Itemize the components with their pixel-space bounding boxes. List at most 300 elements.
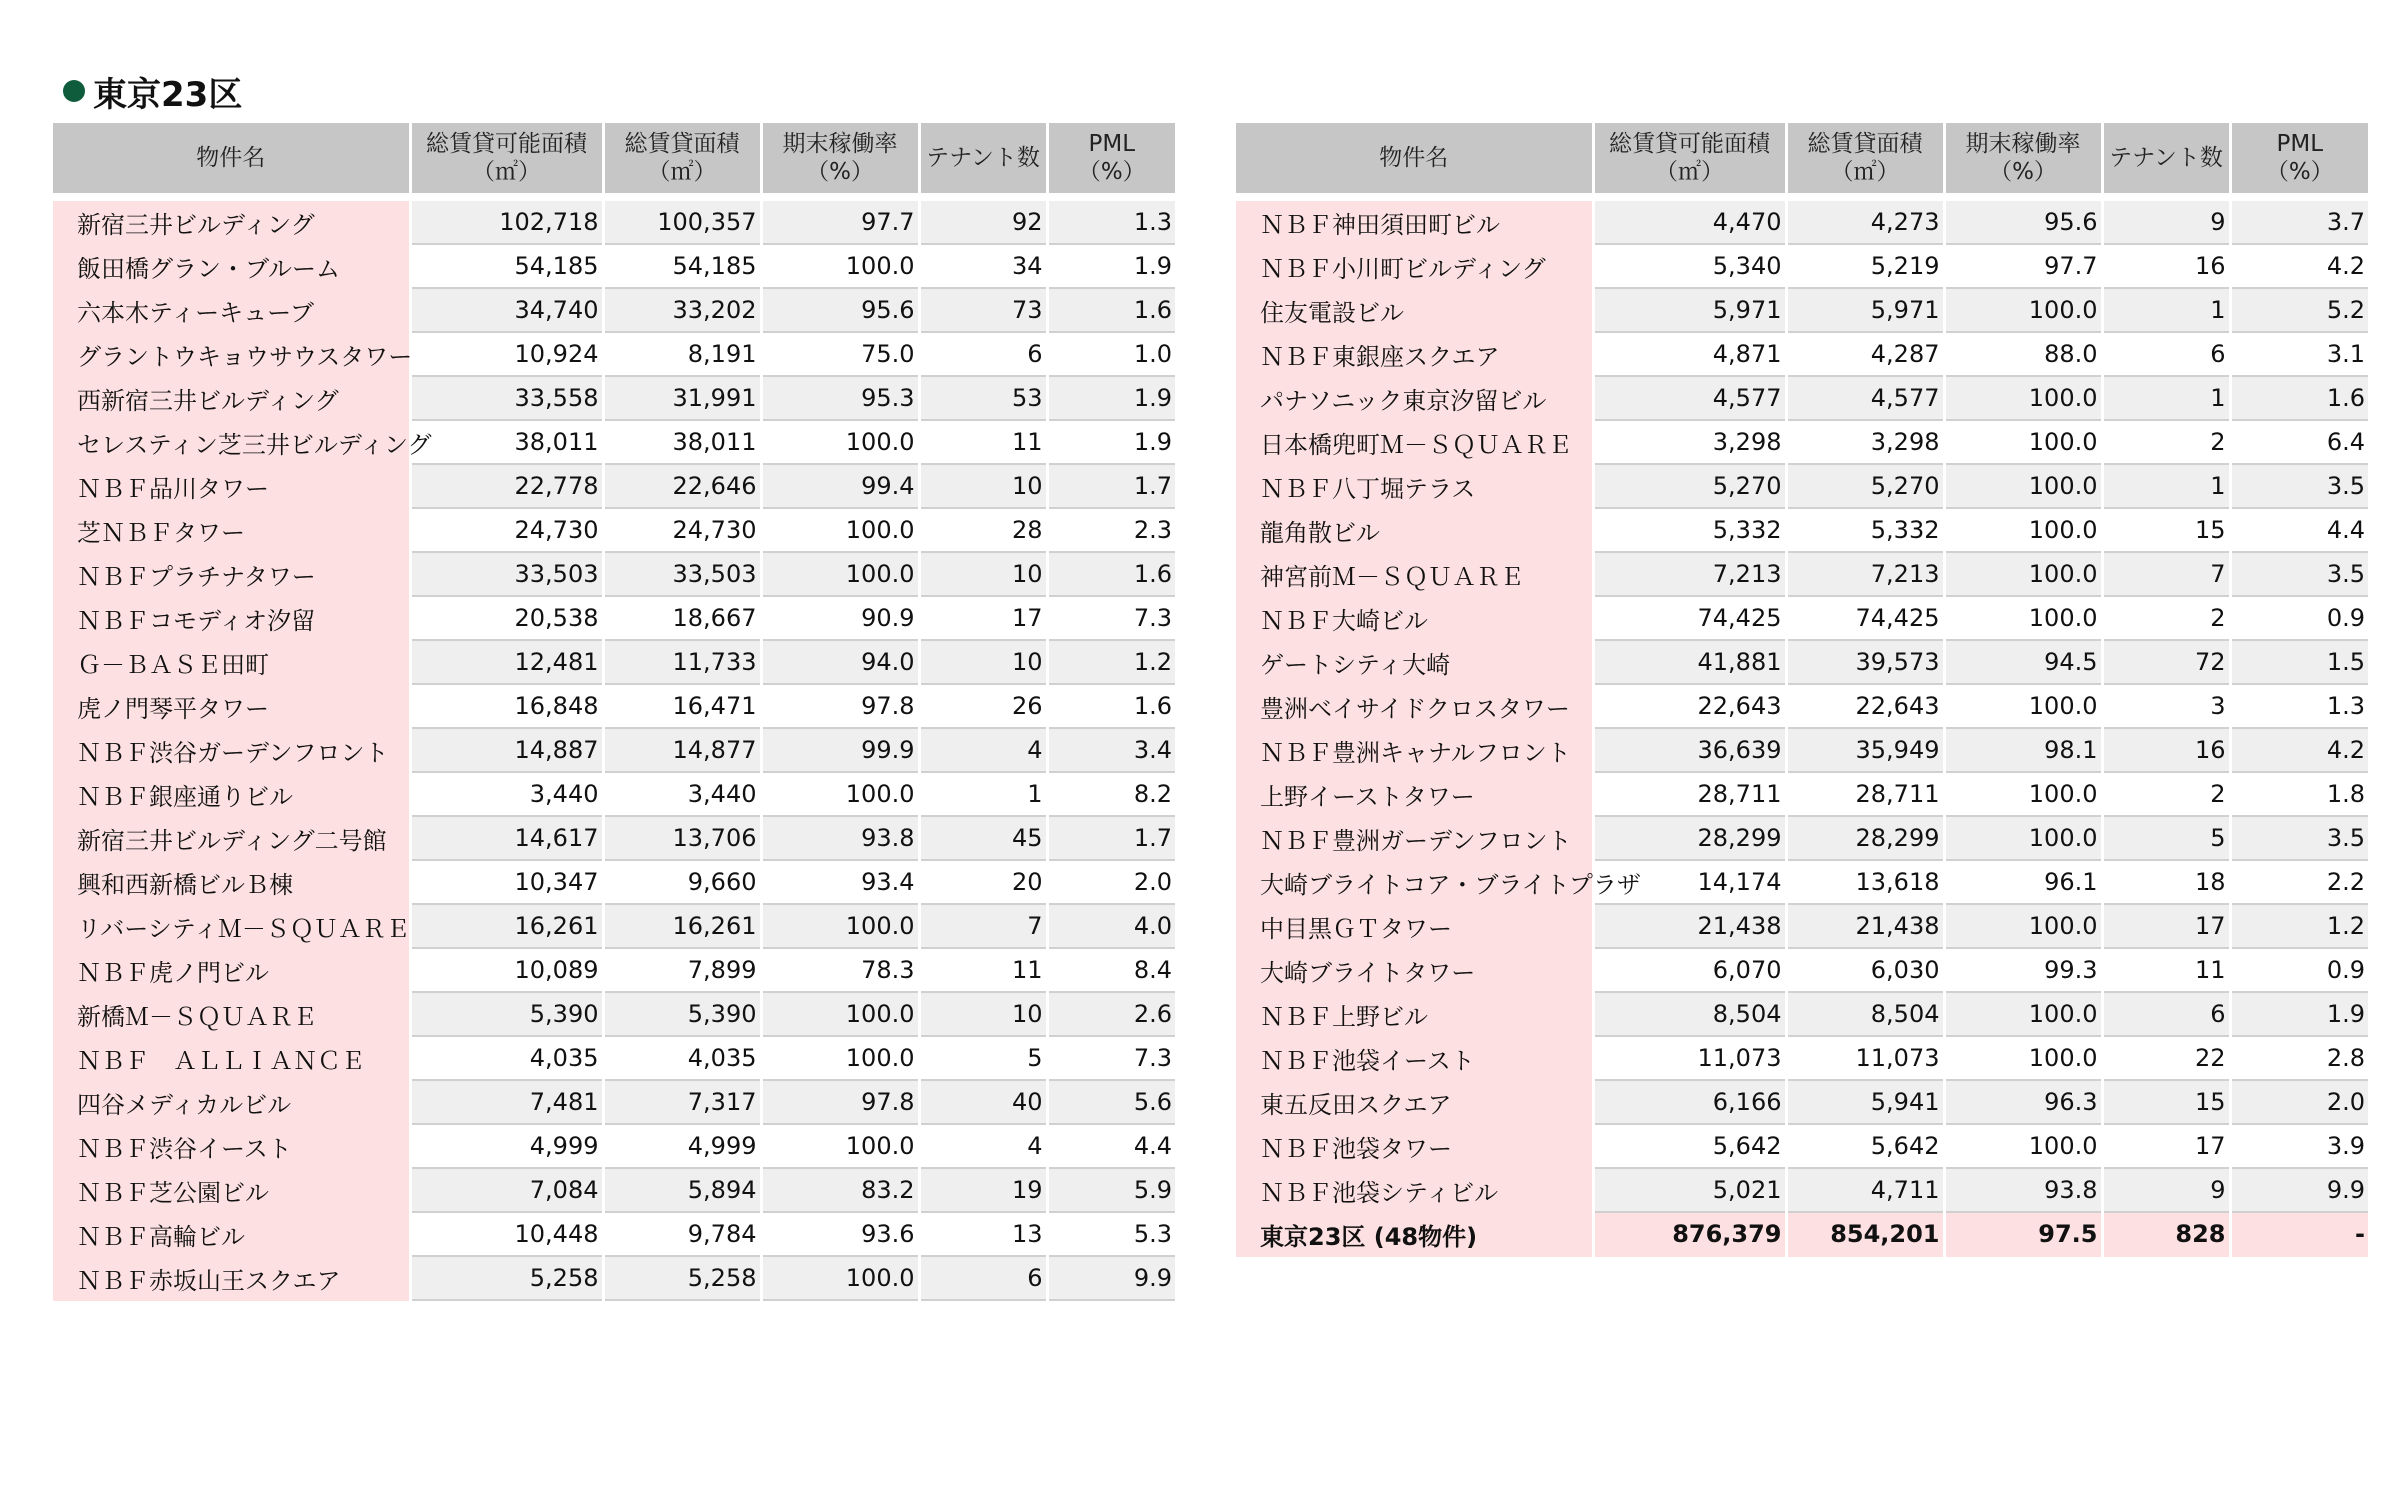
leased-area-cell: 4,711 <box>1786 1168 1944 1212</box>
leased-area-cell: 100,357 <box>603 197 761 244</box>
tenant-count-cell: 3 <box>2102 684 2230 728</box>
leased-area-cell: 3,298 <box>1786 420 1944 464</box>
tenant-count-cell: 11 <box>919 420 1047 464</box>
tenant-count-cell: 13 <box>919 1212 1047 1256</box>
table-row <box>53 288 1175 332</box>
table-row <box>53 772 1175 816</box>
occupancy-cell: 78.3 <box>761 948 919 992</box>
table-row <box>53 904 1175 948</box>
table-row <box>1236 772 2368 816</box>
leasable-area-cell: 5,332 <box>1593 508 1786 552</box>
header-occupancy: 期末稼働率 （%） <box>1944 123 2102 197</box>
property-name-cell: ＮＢＦ豊洲キャナルフロント <box>1236 728 1593 772</box>
occupancy-cell: 95.6 <box>761 288 919 332</box>
property-name-cell: リバーシティＭ－ＳＱＵＡＲＥ <box>53 904 410 948</box>
table-row <box>1236 197 2368 244</box>
leasable-area-cell: 14,617 <box>410 816 603 860</box>
leased-area-cell: 28,711 <box>1786 772 1944 816</box>
property-name-cell: 龍角散ビル <box>1236 508 1593 552</box>
tenant-count-cell: 16 <box>2102 728 2230 772</box>
property-name-cell: 東五反田スクエア <box>1236 1080 1593 1124</box>
leasable-area-cell: 34,740 <box>410 288 603 332</box>
leasable-area-cell: 5,642 <box>1593 1124 1786 1168</box>
tenant-count-cell: 6 <box>919 332 1047 376</box>
property-name-cell: ＮＢＦ池袋タワー <box>1236 1124 1593 1168</box>
property-name-cell: ＮＢＦ芝公園ビル <box>53 1168 410 1212</box>
leased-area-cell: 18,667 <box>603 596 761 640</box>
occupancy-cell: 94.5 <box>1944 640 2102 684</box>
leasable-area-cell: 10,924 <box>410 332 603 376</box>
occupancy-cell: 100.0 <box>761 904 919 948</box>
property-name-cell: ＮＢＦ銀座通りビル <box>53 772 410 816</box>
leased-area-cell: 31,991 <box>603 376 761 420</box>
pml-cell: 3.9 <box>2230 1124 2368 1168</box>
pml-cell: 3.5 <box>2230 552 2368 596</box>
property-name-cell: 六本木ティーキューブ <box>53 288 410 332</box>
tenant-count-cell: 17 <box>919 596 1047 640</box>
tenant-count-cell: 40 <box>919 1080 1047 1124</box>
table-row <box>53 464 1175 508</box>
occupancy-cell: 96.3 <box>1944 1080 2102 1124</box>
occupancy-cell: 88.0 <box>1944 332 2102 376</box>
leasable-area-cell: 4,470 <box>1593 197 1786 244</box>
leased-area-cell: 13,706 <box>603 816 761 860</box>
pml-cell: 6.4 <box>2230 420 2368 464</box>
occupancy-cell: 98.1 <box>1944 728 2102 772</box>
leasable-area-cell: 28,711 <box>1593 772 1786 816</box>
leased-area-cell: 54,185 <box>603 244 761 288</box>
leasable-area-cell: 22,778 <box>410 464 603 508</box>
occupancy-cell: 100.0 <box>1944 376 2102 420</box>
property-name-cell: ＮＢＦ小川町ビルディング <box>1236 244 1593 288</box>
pml-cell: 2.3 <box>1047 508 1175 552</box>
occupancy-cell: 100.0 <box>1944 816 2102 860</box>
leasable-area-cell: 74,425 <box>1593 596 1786 640</box>
pml-cell: 9.9 <box>1047 1256 1175 1300</box>
leased-area-cell: 22,643 <box>1786 684 1944 728</box>
property-name-cell: 新橋Ｍ－ＳＱＵＡＲＥ <box>53 992 410 1036</box>
table-row <box>53 1212 1175 1256</box>
header-leasable-area: 総賃貸可能面積 （㎡） <box>1593 123 1786 197</box>
property-name-cell: 興和西新橋ビルＢ棟 <box>53 860 410 904</box>
table-row <box>1236 1036 2368 1080</box>
occupancy-cell: 99.4 <box>761 464 919 508</box>
pml-cell: 1.9 <box>1047 420 1175 464</box>
tenant-count-cell: 18 <box>2102 860 2230 904</box>
header-tenants: テナント数 <box>919 123 1047 197</box>
table-header-row <box>53 123 1175 197</box>
occupancy-cell: 83.2 <box>761 1168 919 1212</box>
table-row <box>1236 816 2368 860</box>
tenant-count-cell: 10 <box>919 464 1047 508</box>
leased-area-cell: 5,219 <box>1786 244 1944 288</box>
leased-area-cell: 35,949 <box>1786 728 1944 772</box>
occupancy-cell: 100.0 <box>761 1124 919 1168</box>
table-row <box>1236 244 2368 288</box>
pml-cell: 2.2 <box>2230 860 2368 904</box>
table-row <box>53 552 1175 596</box>
property-name-cell: ＮＢＦ上野ビル <box>1236 992 1593 1036</box>
property-name-cell: ＮＢＦ神田須田町ビル <box>1236 197 1593 244</box>
leased-area-cell: 5,270 <box>1786 464 1944 508</box>
table-row <box>1236 640 2368 684</box>
pml-cell: 1.5 <box>2230 640 2368 684</box>
occupancy-cell: 100.0 <box>1944 552 2102 596</box>
pml-cell: 1.6 <box>1047 552 1175 596</box>
occupancy-cell: 100.0 <box>1944 508 2102 552</box>
pml-cell: 5.9 <box>1047 1168 1175 1212</box>
leasable-area-cell: 4,999 <box>410 1124 603 1168</box>
leased-area-cell: 14,877 <box>603 728 761 772</box>
pml-cell: 1.3 <box>2230 684 2368 728</box>
tenant-count-cell: 10 <box>919 640 1047 684</box>
pml-cell: 4.4 <box>1047 1124 1175 1168</box>
leasable-area-cell: 4,577 <box>1593 376 1786 420</box>
leased-area-cell: 21,438 <box>1786 904 1944 948</box>
table-row <box>53 1168 1175 1212</box>
leased-area-cell: 5,642 <box>1786 1124 1944 1168</box>
property-name-cell: ＮＢＦ高輪ビル <box>53 1212 410 1256</box>
property-name-cell: ＮＢＦ池袋イースト <box>1236 1036 1593 1080</box>
pml-cell: 1.6 <box>1047 684 1175 728</box>
leasable-area-cell: 54,185 <box>410 244 603 288</box>
occupancy-cell: 100.0 <box>761 420 919 464</box>
property-table-right <box>1236 123 2368 1257</box>
pml-cell: 3.4 <box>1047 728 1175 772</box>
tenant-count-cell: 11 <box>919 948 1047 992</box>
pml-cell: 1.0 <box>1047 332 1175 376</box>
leased-area-cell: 854,201 <box>1786 1212 1944 1256</box>
tenant-count-cell: 16 <box>2102 244 2230 288</box>
leased-area-cell: 7,213 <box>1786 552 1944 596</box>
table-header-row <box>1236 123 2368 197</box>
tenant-count-cell: 4 <box>919 1124 1047 1168</box>
leasable-area-cell: 3,440 <box>410 772 603 816</box>
property-name-cell: 大崎ブライトタワー <box>1236 948 1593 992</box>
property-name-cell: 神宮前Ｍ－ＳＱＵＡＲＥ <box>1236 552 1593 596</box>
tenant-count-cell: 73 <box>919 288 1047 332</box>
property-name-cell: 虎ノ門琴平タワー <box>53 684 410 728</box>
leasable-area-cell: 876,379 <box>1593 1212 1786 1256</box>
table-row <box>53 596 1175 640</box>
property-name-cell: パナソニック東京汐留ビル <box>1236 376 1593 420</box>
tenant-count-cell: 2 <box>2102 772 2230 816</box>
table-row <box>1236 596 2368 640</box>
pml-cell: - <box>2230 1212 2368 1256</box>
property-name-cell: ＮＢＦ豊洲ガーデンフロント <box>1236 816 1593 860</box>
pml-cell: 1.7 <box>1047 816 1175 860</box>
pml-cell: 1.2 <box>1047 640 1175 684</box>
leasable-area-cell: 38,011 <box>410 420 603 464</box>
property-name-cell: Ｇ－ＢＡＳＥ田町 <box>53 640 410 684</box>
leased-area-cell: 5,971 <box>1786 288 1944 332</box>
pml-cell: 1.6 <box>1047 288 1175 332</box>
occupancy-cell: 95.6 <box>1944 197 2102 244</box>
header-leased-area: 総賃貸面積 （㎡） <box>1786 123 1944 197</box>
table-row <box>53 640 1175 684</box>
pml-cell: 5.2 <box>2230 288 2368 332</box>
table-row <box>53 948 1175 992</box>
property-name-cell: ＮＢＦプラチナタワー <box>53 552 410 596</box>
leased-area-cell: 16,261 <box>603 904 761 948</box>
occupancy-cell: 99.3 <box>1944 948 2102 992</box>
pml-cell: 4.4 <box>2230 508 2368 552</box>
leased-area-cell: 5,941 <box>1786 1080 1944 1124</box>
leased-area-cell: 16,471 <box>603 684 761 728</box>
occupancy-cell: 90.9 <box>761 596 919 640</box>
leasable-area-cell: 33,558 <box>410 376 603 420</box>
leasable-area-cell: 41,881 <box>1593 640 1786 684</box>
pml-cell: 5.3 <box>1047 1212 1175 1256</box>
property-name-cell: 新宿三井ビルディング <box>53 197 410 244</box>
leasable-area-cell: 7,084 <box>410 1168 603 1212</box>
leased-area-cell: 9,784 <box>603 1212 761 1256</box>
occupancy-cell: 96.1 <box>1944 860 2102 904</box>
occupancy-cell: 93.8 <box>1944 1168 2102 1212</box>
property-name-cell: ＮＢＦ大崎ビル <box>1236 596 1593 640</box>
pml-cell: 3.1 <box>2230 332 2368 376</box>
tenant-count-cell: 1 <box>919 772 1047 816</box>
table-row <box>53 1124 1175 1168</box>
pml-cell: 1.3 <box>1047 197 1175 244</box>
leasable-area-cell: 4,035 <box>410 1036 603 1080</box>
pml-cell: 4.2 <box>2230 728 2368 772</box>
leasable-area-cell: 14,887 <box>410 728 603 772</box>
leasable-area-cell: 21,438 <box>1593 904 1786 948</box>
page-title <box>63 66 242 116</box>
table-row <box>53 728 1175 772</box>
pml-cell: 4.2 <box>2230 244 2368 288</box>
tenant-count-cell: 72 <box>2102 640 2230 684</box>
tenant-count-cell: 7 <box>2102 552 2230 596</box>
property-name-cell: 西新宿三井ビルディング <box>53 376 410 420</box>
tenant-count-cell: 6 <box>919 1256 1047 1300</box>
leasable-area-cell: 10,089 <box>410 948 603 992</box>
leasable-area-cell: 3,298 <box>1593 420 1786 464</box>
occupancy-cell: 100.0 <box>761 1256 919 1300</box>
tenant-count-cell: 5 <box>919 1036 1047 1080</box>
table-row <box>53 1036 1175 1080</box>
property-name-cell: ＮＢＦ ＡＬＬＩＡＮＣＥ <box>53 1036 410 1080</box>
property-name-cell: 東京23区 (48物件) <box>1236 1212 1593 1256</box>
leasable-area-cell: 4,871 <box>1593 332 1786 376</box>
property-name-cell: ＮＢＦ虎ノ門ビル <box>53 948 410 992</box>
occupancy-cell: 97.8 <box>761 1080 919 1124</box>
occupancy-cell: 100.0 <box>1944 1036 2102 1080</box>
tenant-count-cell: 17 <box>2102 1124 2230 1168</box>
pml-cell: 0.9 <box>2230 596 2368 640</box>
leasable-area-cell: 7,213 <box>1593 552 1786 596</box>
table-row <box>53 816 1175 860</box>
leased-area-cell: 5,894 <box>603 1168 761 1212</box>
tenant-count-cell: 1 <box>2102 288 2230 332</box>
occupancy-cell: 93.8 <box>761 816 919 860</box>
leasable-area-cell: 8,504 <box>1593 992 1786 1036</box>
leasable-area-cell: 16,261 <box>410 904 603 948</box>
occupancy-cell: 100.0 <box>1944 1124 2102 1168</box>
header-pml: PML （%） <box>1047 123 1175 197</box>
table-row <box>1236 1080 2368 1124</box>
leasable-area-cell: 16,848 <box>410 684 603 728</box>
table-row <box>1236 420 2368 464</box>
tenant-count-cell: 10 <box>919 552 1047 596</box>
occupancy-cell: 94.0 <box>761 640 919 684</box>
leasable-area-cell: 5,390 <box>410 992 603 1036</box>
tenant-count-cell: 17 <box>2102 904 2230 948</box>
property-name-cell: 中目黒ＧＴタワー <box>1236 904 1593 948</box>
leased-area-cell: 5,258 <box>603 1256 761 1300</box>
pml-cell: 7.3 <box>1047 1036 1175 1080</box>
occupancy-cell: 100.0 <box>761 992 919 1036</box>
occupancy-cell: 100.0 <box>1944 596 2102 640</box>
leased-area-cell: 4,999 <box>603 1124 761 1168</box>
leased-area-cell: 28,299 <box>1786 816 1944 860</box>
leasable-area-cell: 5,270 <box>1593 464 1786 508</box>
property-name-cell: 日本橋兜町Ｍ－ＳＱＵＡＲＥ <box>1236 420 1593 464</box>
table-row <box>1236 332 2368 376</box>
table-row <box>1236 860 2368 904</box>
leased-area-cell: 11,733 <box>603 640 761 684</box>
tenant-count-cell: 4 <box>919 728 1047 772</box>
tenant-count-cell: 7 <box>919 904 1047 948</box>
table-row <box>53 992 1175 1036</box>
occupancy-cell: 100.0 <box>1944 288 2102 332</box>
pml-cell: 1.2 <box>2230 904 2368 948</box>
pml-cell: 1.9 <box>1047 376 1175 420</box>
pml-cell: 2.0 <box>1047 860 1175 904</box>
leasable-area-cell: 24,730 <box>410 508 603 552</box>
tenant-count-cell: 53 <box>919 376 1047 420</box>
leased-area-cell: 8,191 <box>603 332 761 376</box>
occupancy-cell: 100.0 <box>761 508 919 552</box>
pml-cell: 1.8 <box>2230 772 2368 816</box>
leasable-area-cell: 7,481 <box>410 1080 603 1124</box>
occupancy-cell: 99.9 <box>761 728 919 772</box>
bullet-dot-icon <box>63 80 85 102</box>
table-row <box>1236 1124 2368 1168</box>
occupancy-cell: 100.0 <box>1944 420 2102 464</box>
table-row <box>1236 684 2368 728</box>
pml-cell: 9.9 <box>2230 1168 2368 1212</box>
leased-area-cell: 38,011 <box>603 420 761 464</box>
tenant-count-cell: 6 <box>2102 992 2230 1036</box>
property-name-cell: ＮＢＦ赤坂山王スクエア <box>53 1256 410 1300</box>
tenant-count-cell: 19 <box>919 1168 1047 1212</box>
leased-area-cell: 5,332 <box>1786 508 1944 552</box>
leased-area-cell: 11,073 <box>1786 1036 1944 1080</box>
pml-cell: 1.9 <box>1047 244 1175 288</box>
pml-cell: 0.9 <box>2230 948 2368 992</box>
occupancy-cell: 97.7 <box>761 197 919 244</box>
occupancy-cell: 100.0 <box>1944 772 2102 816</box>
header-property-name: 物件名 <box>1236 123 1593 197</box>
leased-area-cell: 6,030 <box>1786 948 1944 992</box>
leasable-area-cell: 10,347 <box>410 860 603 904</box>
tenant-count-cell: 45 <box>919 816 1047 860</box>
property-name-cell: セレスティン芝三井ビルディング <box>53 420 410 464</box>
occupancy-cell: 100.0 <box>761 244 919 288</box>
leased-area-cell: 4,035 <box>603 1036 761 1080</box>
table-row <box>1236 508 2368 552</box>
total-row <box>1236 1212 2368 1256</box>
leased-area-cell: 4,287 <box>1786 332 1944 376</box>
leasable-area-cell: 14,174 <box>1593 860 1786 904</box>
tenant-count-cell: 828 <box>2102 1212 2230 1256</box>
property-name-cell: ＮＢＦコモディオ汐留 <box>53 596 410 640</box>
property-name-cell: ＮＢＦ品川タワー <box>53 464 410 508</box>
pml-cell: 3.5 <box>2230 464 2368 508</box>
leasable-area-cell: 33,503 <box>410 552 603 596</box>
table-row <box>53 332 1175 376</box>
occupancy-cell: 100.0 <box>761 552 919 596</box>
pml-cell: 5.6 <box>1047 1080 1175 1124</box>
pml-cell: 8.4 <box>1047 948 1175 992</box>
property-name-cell: グラントウキョウサウスタワー <box>53 332 410 376</box>
tenant-count-cell: 92 <box>919 197 1047 244</box>
property-name-cell: 芝ＮＢＦタワー <box>53 508 410 552</box>
table-row <box>53 244 1175 288</box>
header-occupancy: 期末稼働率 （%） <box>761 123 919 197</box>
table-row <box>1236 464 2368 508</box>
occupancy-cell: 100.0 <box>761 1036 919 1080</box>
tenant-count-cell: 15 <box>2102 508 2230 552</box>
occupancy-cell: 93.4 <box>761 860 919 904</box>
occupancy-cell: 97.7 <box>1944 244 2102 288</box>
tenant-count-cell: 22 <box>2102 1036 2230 1080</box>
property-name-cell: 四谷メディカルビル <box>53 1080 410 1124</box>
tenant-count-cell: 9 <box>2102 197 2230 244</box>
table-row <box>1236 376 2368 420</box>
leased-area-cell: 7,317 <box>603 1080 761 1124</box>
occupancy-cell: 100.0 <box>1944 904 2102 948</box>
header-tenants: テナント数 <box>2102 123 2230 197</box>
table-row <box>53 1080 1175 1124</box>
leasable-area-cell: 6,166 <box>1593 1080 1786 1124</box>
property-name-cell: ＮＢＦ池袋シティビル <box>1236 1168 1593 1212</box>
property-name-cell: 大崎ブライトコア・ブライトプラザ <box>1236 860 1593 904</box>
table-row <box>1236 728 2368 772</box>
leasable-area-cell: 5,021 <box>1593 1168 1786 1212</box>
occupancy-cell: 95.3 <box>761 376 919 420</box>
page-title-text: 東京23区 <box>93 74 243 115</box>
leased-area-cell: 4,273 <box>1786 197 1944 244</box>
leasable-area-cell: 22,643 <box>1593 684 1786 728</box>
pml-cell: 1.7 <box>1047 464 1175 508</box>
property-name-cell: ＮＢＦ八丁堀テラス <box>1236 464 1593 508</box>
tenant-count-cell: 11 <box>2102 948 2230 992</box>
leasable-area-cell: 5,258 <box>410 1256 603 1300</box>
pml-cell: 3.5 <box>2230 816 2368 860</box>
leased-area-cell: 74,425 <box>1786 596 1944 640</box>
leasable-area-cell: 5,971 <box>1593 288 1786 332</box>
tenant-count-cell: 10 <box>919 992 1047 1036</box>
leased-area-cell: 33,503 <box>603 552 761 596</box>
leased-area-cell: 22,646 <box>603 464 761 508</box>
table-row <box>53 420 1175 464</box>
tenant-count-cell: 9 <box>2102 1168 2230 1212</box>
tenant-count-cell: 2 <box>2102 420 2230 464</box>
leased-area-cell: 4,577 <box>1786 376 1944 420</box>
occupancy-cell: 100.0 <box>1944 992 2102 1036</box>
pml-cell: 2.0 <box>2230 1080 2368 1124</box>
header-leasable-area: 総賃貸可能面積 （㎡） <box>410 123 603 197</box>
tenant-count-cell: 5 <box>2102 816 2230 860</box>
tenant-count-cell: 6 <box>2102 332 2230 376</box>
leasable-area-cell: 11,073 <box>1593 1036 1786 1080</box>
leasable-area-cell: 10,448 <box>410 1212 603 1256</box>
table-row <box>53 508 1175 552</box>
occupancy-cell: 93.6 <box>761 1212 919 1256</box>
